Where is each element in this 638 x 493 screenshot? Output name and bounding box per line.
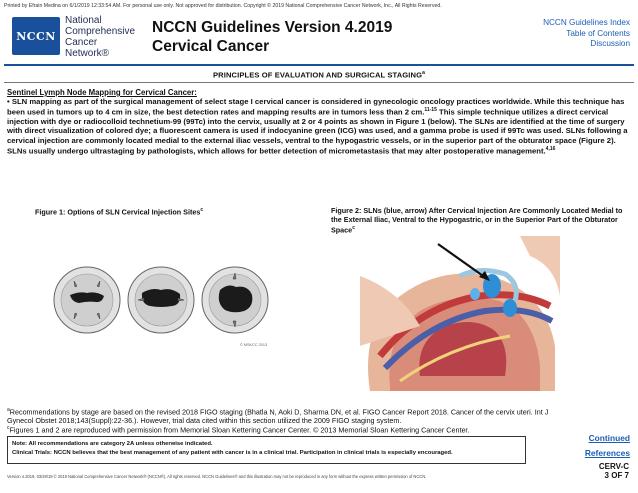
logo-line: Comprehensive bbox=[65, 26, 136, 37]
figure1-caption-sup: c bbox=[200, 207, 204, 213]
cervix-diagram-1 bbox=[52, 265, 122, 335]
section-divider bbox=[4, 82, 634, 83]
header-divider bbox=[4, 64, 634, 66]
nccn-logo bbox=[12, 13, 136, 59]
page-code bbox=[599, 462, 629, 480]
body-part-1: • SLN mapping as part of the surgical management of select stage I cervical cancer is considered in gynecologic oncology practices worldwide. While this technique has been used in tumors up to 4 cm in size, the best detection rates and mapping results are in tumors less than 2 cm. bbox=[7, 97, 625, 117]
figure1-caption bbox=[35, 206, 203, 216]
body-part-2: This simple technique utilizes a direct cervical injection with dye or radiocolloid technetium-99 (99Tc) into the cervix, usually at 2 or 4 points as shown in Figure 1 (below). The SLNs are identified at the time of surgery with direct visualization of colored dye; a fluorescent camera is used if indocyanine green (ICG) was used, and a gamma probe is used if 99Tc was used. SLNs following a cervical injection are commonly located medial to the external iliac vessels, ventral to the hypogastric vessels, or in the superior part of the obturator space (Figure 2). SLNs usually undergo ultrastaging by pathologists, which allows for better detection of micrometastasis that may alter postoperative management. bbox=[7, 107, 628, 156]
figure2-caption bbox=[331, 206, 631, 234]
footnote-a bbox=[7, 406, 567, 425]
logo-box: NCCN bbox=[12, 17, 60, 55]
page-title bbox=[152, 18, 392, 56]
body-sup-1: 11-15 bbox=[424, 107, 437, 114]
footnote-a-text: Recommendations by stage are based on the revised 2018 FIGO staging (Bhatla N, Aoki D, Sharma DN, et al. FIGO Cancer Report 2018. Cancer of the cervix uteri. Int J Gynecol Obstet 2018;143(Suppl):22-36.). However, trial data cited within this section utilized the 2009 FIGO staging system. bbox=[7, 407, 549, 426]
page-number: 3 OF 7 bbox=[604, 471, 629, 480]
cervix-diagram-2 bbox=[126, 265, 196, 335]
figure1-copyright: © MSKCC 2013 bbox=[240, 343, 268, 347]
nav-links bbox=[543, 18, 630, 50]
footnote-c-marker: c bbox=[7, 425, 10, 431]
logo-line: National bbox=[65, 15, 102, 26]
logo-line: Network® bbox=[65, 48, 110, 59]
figure1-caption-text: Figure 1: Options of SLN Cervical Injection Sites bbox=[35, 207, 201, 217]
category-note: Note: All recommendations are category 2A unless otherwise indicated. bbox=[12, 441, 213, 447]
continued-link[interactable]: Continued bbox=[588, 433, 630, 443]
section-title-sup: a bbox=[422, 70, 425, 76]
body-paragraph bbox=[7, 97, 633, 156]
section-title-text: PRINCIPLES OF EVALUATION AND SURGICAL STAGING bbox=[212, 70, 423, 80]
section-title bbox=[0, 70, 638, 80]
logo-text bbox=[65, 15, 135, 59]
sub-heading: Sentinel Lymph Node Mapping for Cervical Cancer: bbox=[7, 88, 197, 97]
table-of-contents-link[interactable]: Table of Contents bbox=[566, 28, 630, 38]
logo-line: Cancer bbox=[65, 37, 98, 48]
surgical-illustration bbox=[360, 236, 560, 391]
discussion-link[interactable]: Discussion bbox=[590, 39, 630, 48]
guidelines-index-link[interactable]: NCCN Guidelines Index bbox=[543, 18, 630, 27]
body-sup-2: 4,16 bbox=[545, 146, 556, 153]
footnote-c bbox=[7, 424, 567, 434]
side-links bbox=[585, 431, 630, 461]
footnote-a-marker: a bbox=[7, 407, 10, 413]
printed-notice: Printed by Efrain Medina on 6/1/2019 12:33:54 AM. For personal use only. Not approved for distribution. Copyright © 2019 National Comprehensive Cancer Network, Inc., All Rights Reserved. bbox=[4, 3, 442, 9]
figure2-caption-sup: c bbox=[352, 225, 355, 231]
note-box bbox=[7, 436, 526, 464]
clinical-trials-note: Clinical Trials: NCCN believes that the best management of any patient with cancer is in a clinical trial. Participation in clinical trials is especially encouraged. bbox=[12, 449, 453, 456]
page-section-code: CERV-C bbox=[598, 462, 629, 471]
guidelines-version: NCCN Guidelines Version 4.2019 bbox=[152, 19, 393, 36]
footnote-c-text: Figures 1 and 2 are reproduced with permission from Memorial Sloan Kettering Cancer Center. © 2013 Memorial Sloan Kettering Cancer Center. bbox=[9, 425, 470, 435]
footer-copyright: Version 4.2019, 03/29/19 © 2019 National Comprehensive Cancer Network® (NCCN®), All rights reserved. NCCN Guidelines® and this illustration may not be reproduced in any form without the express written permission of NCCN. bbox=[7, 474, 427, 479]
figure2-caption-text: Figure 2: SLNs (blue, arrow) After Cervical Injection Are Commonly Located Medial to the External Iliac, Ventral to the Hypogastric, or in the Superior Part of the Obturator Space bbox=[331, 206, 623, 235]
cancer-type: Cervical Cancer bbox=[152, 38, 270, 55]
cervix-diagram-3 bbox=[200, 265, 270, 335]
references-link[interactable]: References bbox=[584, 448, 630, 458]
